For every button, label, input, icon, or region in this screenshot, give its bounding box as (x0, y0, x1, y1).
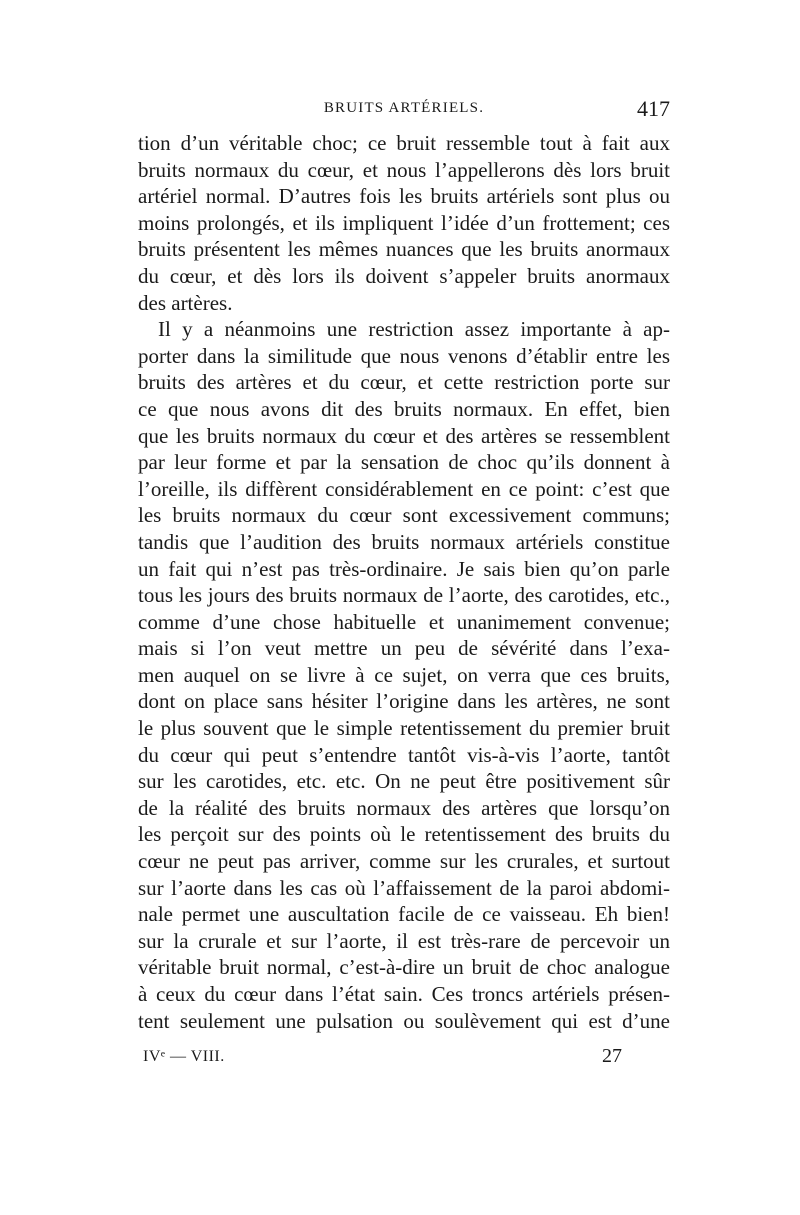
text-line: nale permet une auscultation facile de ce vaisseau. Eh bien! (138, 902, 670, 927)
running-head (138, 96, 670, 126)
text-line: par leur forme et par la sensation de choc qu’ils donnent à (138, 450, 670, 475)
text-line: que les bruits normaux du cœur et des artères se ressemblent (138, 423, 670, 448)
text-line: ce que nous avons dit des bruits normaux. En effet, bien (138, 396, 670, 421)
text-line: bruits présentent les mêmes nuances que les bruits anormaux (138, 237, 670, 262)
text-line: de la réalité des bruits normaux des artères que lorsqu’on (138, 795, 670, 820)
running-title: BRUITS ARTÉRIELS. (323, 100, 485, 116)
text-line: les bruits normaux du cœur sont excessivement communs; (138, 503, 670, 528)
text-line: cœur ne peut pas arriver, comme sur les crurales, et surtout (138, 849, 670, 874)
text-line: un fait qui n’est pas très-ordinaire. Je sais bien qu’on parle (138, 556, 670, 581)
text-line: des artères. (138, 290, 233, 315)
text-line: artériel normal. D’autres fois les bruits artériels sont plus ou (138, 184, 670, 209)
text-line: mais si l’on veut mettre un peu de sévérité dans l’exa- (138, 636, 670, 661)
text-line: véritable bruit normal, c’est-à-dire un bruit de choc analogue (138, 955, 670, 980)
text-line: porter dans la similitude que nous venons d’établir entre les (138, 343, 670, 368)
text-line: men auquel on se livre à ce sujet, on verra que ces bruits, (138, 662, 670, 687)
text-line: du cœur, et dès lors ils doivent s’appeler bruits anormaux (138, 263, 670, 288)
text-line: sur les carotides, etc. etc. On ne peut être positivement sûr (138, 769, 670, 794)
page-footer (138, 1045, 670, 1073)
text-line: l’oreille, ils diffèrent considérablement en ce point: c’est que (138, 476, 670, 501)
text-line: tandis que l’audition des bruits normaux artériels constitue (138, 529, 670, 554)
text-line: du cœur qui peut s’entendre tantôt vis-à-vis l’aorte, tantôt (138, 742, 670, 767)
body-text (138, 130, 670, 1034)
text-line: à ceux du cœur dans l’état sain. Ces troncs artériels présen- (138, 982, 670, 1006)
text-line: bruits normaux du cœur, et nous l’appellerons dès lors bruit (138, 157, 670, 182)
text-line: les perçoit sur des points où le retentissement des bruits du (138, 822, 670, 847)
sheet-number: 27 (602, 1045, 622, 1067)
text-line: tous les jours des bruits normaux de l’aorte, des carotides, etc., (138, 583, 670, 608)
text-line: moins prolongés, et ils impliquent l’idée d’un frottement; ces (138, 210, 670, 235)
text-line: bruits des artères et du cœur, et cette restriction porte sur (138, 370, 670, 395)
text-line: tion d’un véritable choc; ce bruit ressemble tout à fait aux (138, 131, 670, 155)
text-line: Il y a néanmoins une restriction assez importante à ap- (158, 317, 670, 342)
signature-mark: IVᵉ — VIII. (143, 1048, 225, 1065)
text-line: tent seulement une pulsation ou soulèvement qui est d’une (138, 1008, 670, 1033)
text-line: sur la crurale et sur l’aorte, il est très-rare de percevoir un (138, 928, 670, 953)
text-line: sur l’aorte dans les cas où l’affaissement de la paroi abdomi- (138, 875, 670, 900)
text-line: comme d’une chose habituelle et unanimement convenue; (138, 609, 670, 634)
text-line: le plus souvent que le simple retentissement du premier bruit (138, 716, 670, 741)
page-number: 417 (637, 96, 670, 121)
text-line: dont on place sans hésiter l’origine dans les artères, ne sont (138, 689, 670, 714)
